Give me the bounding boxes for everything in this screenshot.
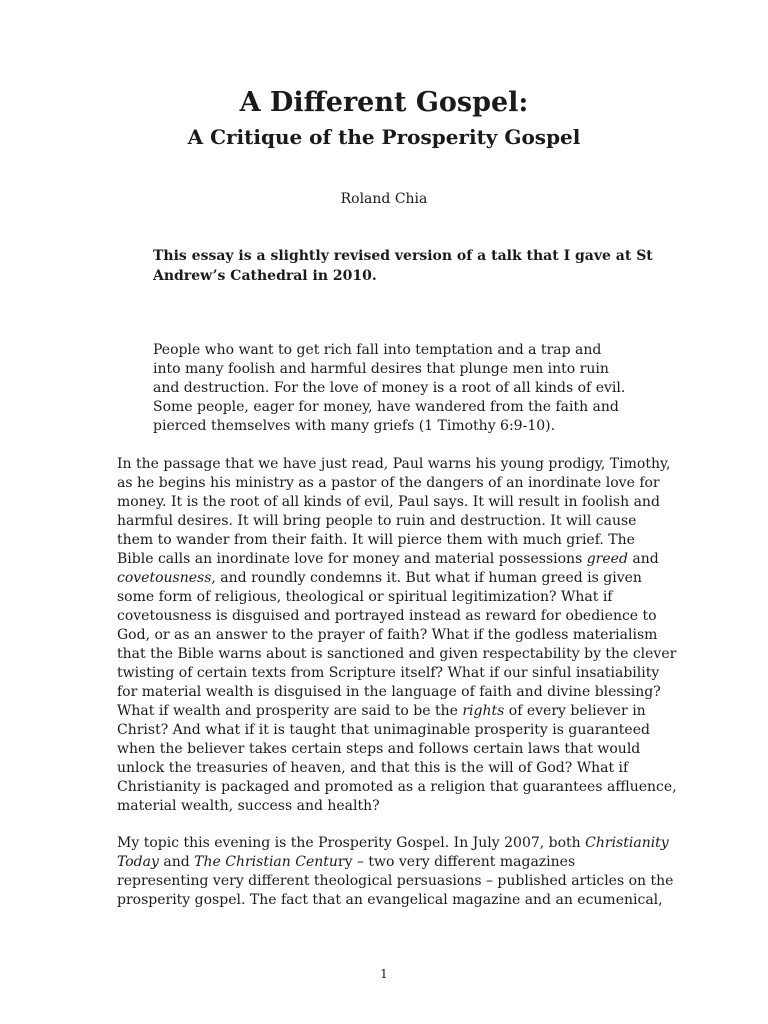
text-line [117,702,657,721]
text-run: and [158,854,195,870]
quote-line: and destruction. For the love of money is a root of all kinds of evil. [153,380,626,396]
text-line: unlock the treasuries of heaven, and that this is the will of God? What if [117,760,629,776]
text-line: as he begins his ministry as a pastor of the dangers of an inordinate love for [117,475,660,491]
italic-title-christian-century: The Christian Centu [194,854,338,870]
italic-title-today: Today [117,854,159,870]
text-line: Christ? And what if it is taught that unimaginable prosperity is guaranteed [117,722,650,738]
quote-line: pierced themselves with many griefs (1 Timothy 6:9-10). [153,418,556,434]
text-line [117,569,657,588]
text-line: Christianity is packaged and promoted as a religion that guarantees affluence, [117,779,677,795]
text-line: material wealth, success and health? [117,798,380,814]
document-subtitle: A Critique of the Prosperity Gospel [187,125,581,149]
text-line: that the Bible warns about is sanctioned and given respectability by the clever [117,646,677,662]
text-line: when the believer takes certain steps and follows certain laws that would [117,741,641,757]
text-line: representing very different theological persuasions – published articles on the [117,873,674,889]
author-name: Roland Chia [340,191,428,207]
page-number: 1 [380,967,388,981]
quote-line: People who want to get rich fall into temptation and a trap and [153,342,602,358]
editorial-note [153,246,653,286]
body-paragraph-1 [117,455,677,816]
text-run: What if wealth and prosperity are said to be the [117,703,463,719]
text-line: twisting of certain texts from Scripture itself? What if our sinful insatiability [117,665,660,681]
text-line: harmful desires. It will bring people to ruin and destruction. It will cause [117,513,637,529]
note-line: This essay is a slightly revised version of a talk that I gave at St [153,248,653,264]
body-paragraph-2 [117,834,674,910]
scripture-quote [153,341,626,436]
text-line [117,834,669,853]
text-run: ry – two very different magazines [337,854,576,870]
text-run: and [627,551,659,567]
text-line [117,853,657,872]
italic-term-rights: rights [462,703,505,719]
text-line: prosperity gospel. The fact that an evangelical magazine and an ecumenical, [117,892,663,908]
text-run: Bible calls an inordinate love for money and material possessions [117,551,587,567]
italic-term-greed: greed [586,551,628,567]
document-title: A Different Gospel: [239,87,529,118]
text-line [117,550,657,569]
text-run: , and roundly condemns it. But what if human greed is given [211,570,642,586]
italic-term-covetousness: covetousness [117,570,212,586]
text-line: money. It is the root of all kinds of evil, Paul says. It will result in foolish and [117,494,660,510]
text-line: some form of religious, theological or spiritual legitimization? What if [117,589,613,605]
note-line: Andrew’s Cathedral in 2010. [153,268,377,284]
quote-line: into many foolish and harmful desires that plunge men into ruin [153,361,609,377]
text-line: covetousness is disguised and portrayed instead as reward for obedience to [117,608,657,624]
italic-title-christianity-today: Christianity [585,835,669,851]
text-line: In the passage that we have just read, Paul warns his young prodigy, Timothy, [117,456,671,472]
text-run: of every believer in [504,703,646,719]
quote-line: Some people, eager for money, have wandered from the faith and [153,399,619,415]
text-line: them to wander from their faith. It will pierce them with much grief. The [117,532,635,548]
text-line: God, or as an answer to the prayer of faith? What if the godless materialism [117,627,658,643]
text-line: for material wealth is disguised in the language of faith and divine blessing? [117,684,661,700]
text-run: My topic this evening is the Prosperity Gospel. In July 2007, both [117,835,586,851]
